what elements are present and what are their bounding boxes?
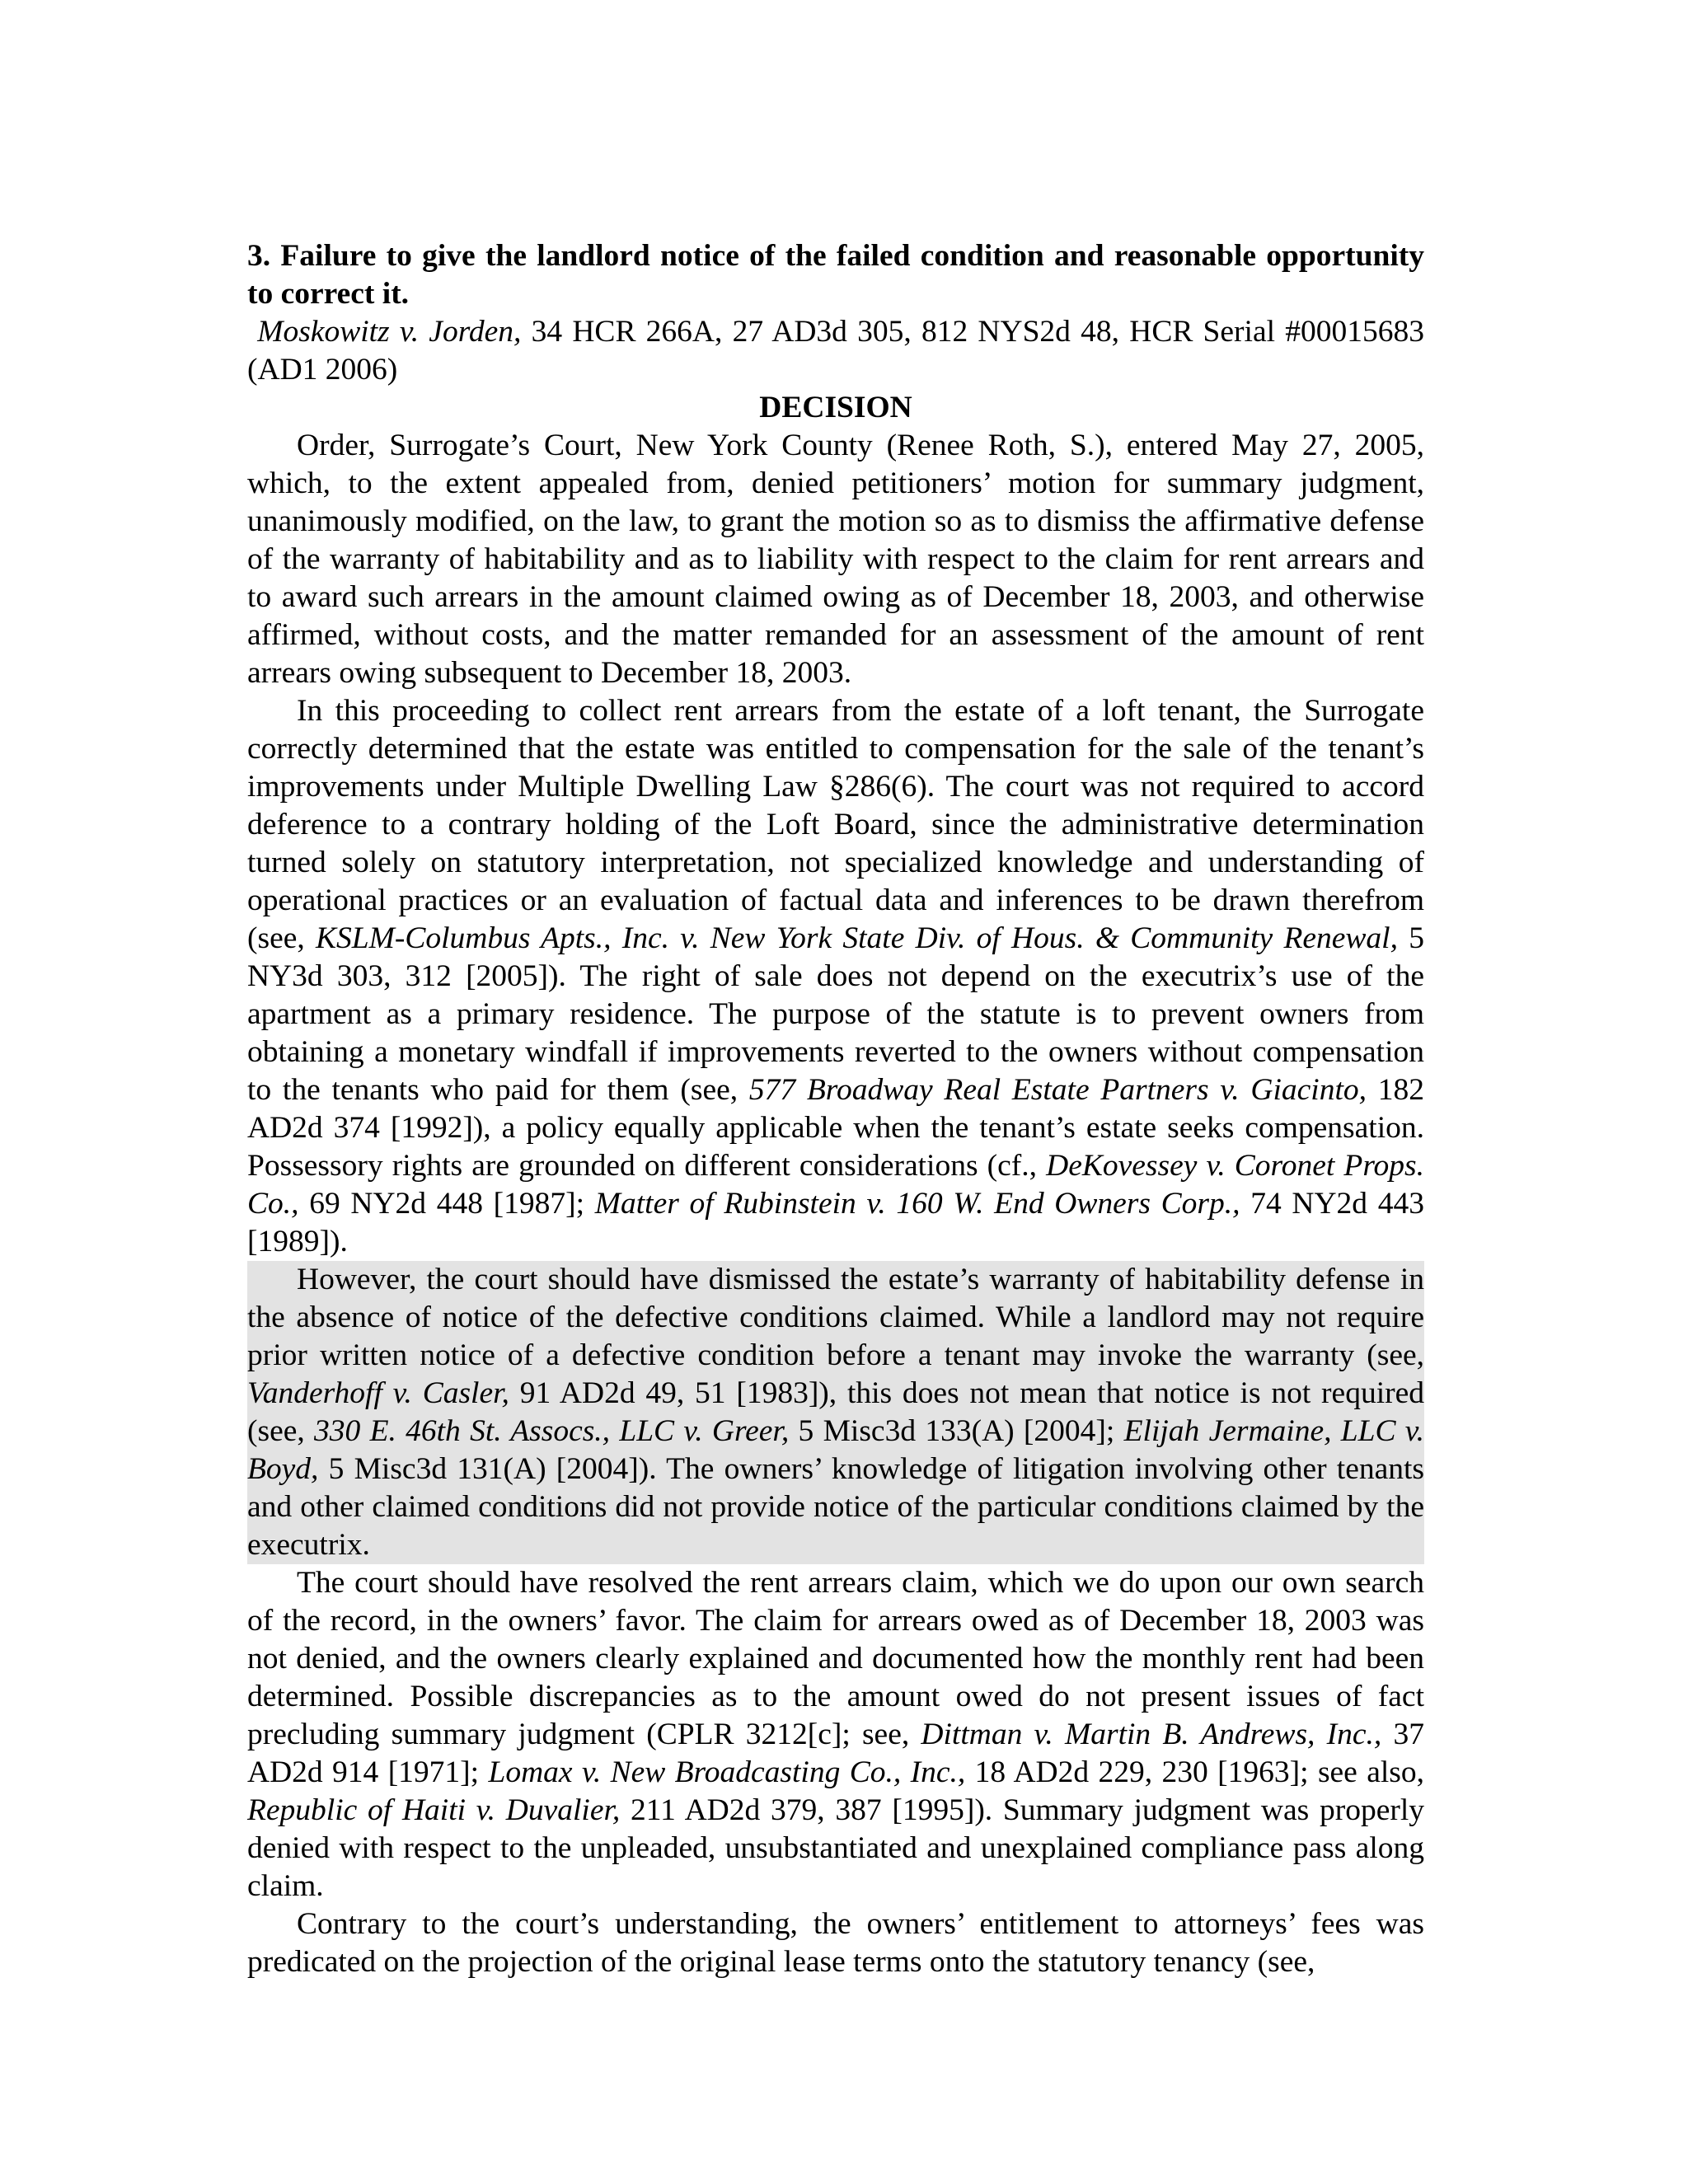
paragraph-2	[247, 692, 1424, 1261]
paragraph-2-text-5: 74 NY2d 443 [1989]).	[247, 1187, 1424, 1258]
paragraph-3-text-3: 5 Misc3d 133(A) [2004];	[789, 1414, 1124, 1448]
case-ref-elijah-jermaine: Elijah Jermaine, LLC v. Boyd,	[247, 1414, 1424, 1486]
paragraph-4-text-4: 211 AD2d 379, 387 [1995]). Summary judgment was properly denied with respect to the unpleaded, unsubstantiated and unexplained compliance pass along claim.	[247, 1793, 1424, 1903]
case-ref-dekovessey: DeKovessey v. Coronet Props. Co.,	[247, 1149, 1424, 1221]
paragraph-2-text-3: 182 AD2d 374 [1992]), a policy equally applicable when the tenant’s estate seeks compensation. Possessory rights are grounded on different considerations (cf.,	[247, 1073, 1424, 1183]
paragraph-3-text-4: 5 Misc3d 131(A) [2004]). The owners’ knowledge of litigation involving other tenants and other claimed conditions did not provide notice of the particular conditions claimed by the executrix.	[247, 1452, 1424, 1562]
paragraph-4	[247, 1564, 1424, 1905]
document-page	[247, 237, 1424, 1981]
citation-details: 34 HCR 266A, 27 AD3d 305, 812 NYS2d 48, HCR Serial #00015683 (AD1 2006)	[247, 315, 1424, 387]
case-name: Moskowitz v. Jorden,	[257, 315, 522, 349]
paragraph-4-text-1: The court should have resolved the rent arrears claim, which we do upon our own search of the record, in the owners’ favor. The claim for arrears owed as of December 18, 2003 was not denied, and the owners clearly explained and documented how the monthly rent had been determined. Possible discrepancies as to the amount owed do not present issues of fact precluding summary judgment (CPLR 3212[c]; see,	[247, 1566, 1424, 1751]
case-ref-330-e-46th: 330 E. 46th St. Assocs., LLC v. Greer,	[314, 1414, 790, 1448]
paragraph-3-highlighted	[247, 1261, 1424, 1564]
case-ref-lomax: Lomax v. New Broadcasting Co., Inc.,	[488, 1755, 966, 1789]
case-ref-577-broadway: 577 Broadway Real Estate Partners v. Giacinto,	[748, 1073, 1367, 1107]
paragraph-2-text-1: In this proceeding to collect rent arrears from the estate of a loft tenant, the Surrogate correctly determined that the estate was entitled to compensation for the sale of the tenant’s improvements under Multiple Dwelling Law §286(6). The court was not required to accord deference to a contrary holding of the Loft Board, since the administrative determination turned solely on statutory interpretation, not specialized knowledge and understanding of operational practices or an evaluation of factual data and inferences to be drawn therefrom (see,	[247, 694, 1424, 955]
paragraph-3-text-2: 91 AD2d 49, 51 [1983]), this does not mean that notice is not required (see,	[247, 1376, 1424, 1448]
case-ref-republic-of-haiti: Republic of Haiti v. Duvalier,	[247, 1793, 621, 1827]
paragraph-1: Order, Surrogate’s Court, New York County (Renee Roth, S.), entered May 27, 2005, which, to the extent appealed from, denied petitioners’ motion for summary judgment, unanimously modified, on the law, to grant the motion so as to dismiss the affirmative defense of the warranty of habitability and as to liability with respect to the claim for rent arrears and to award such arrears in the amount claimed owing as of December 18, 2003, and otherwise affirmed, without costs, and the matter remanded for an assessment of the amount of rent arrears owing subsequent to December 18, 2003.	[247, 429, 1424, 690]
paragraph-3-text-1: However, the court should have dismissed the estate’s warranty of habitability defense in the absence of notice of the defective conditions claimed. While a landlord may not require prior written notice of a defective condition before a tenant may invoke the warranty (see,	[247, 1263, 1424, 1372]
case-ref-kslm: KSLM-Columbus Apts., Inc. v. New York State Div. of Hous. & Community Renewal,	[316, 921, 1398, 955]
paragraph-4-text-3: 18 AD2d 229, 230 [1963]; see also,	[965, 1755, 1424, 1789]
paragraph-2-text-4: 69 NY2d 448 [1987];	[298, 1187, 595, 1221]
paragraph-5: Contrary to the court’s understanding, the owners’ entitlement to attorneys’ fees was predicated on the projection of the original lease terms onto the statutory tenancy (see,	[247, 1907, 1424, 1979]
section-heading: 3. Failure to give the landlord notice of the failed condition and reasonable opportunity to correct it.	[247, 239, 1424, 311]
case-ref-vanderhoff: Vanderhoff v. Casler,	[247, 1376, 509, 1410]
case-ref-dittman: Dittman v. Martin B. Andrews, Inc.,	[921, 1718, 1382, 1751]
case-citation	[247, 313, 1424, 389]
paragraph-2-text-2: 5 NY3d 303, 312 [2005]). The right of sale does not depend on the executrix’s use of the apartment as a primary residence. The purpose of the statute is to prevent owners from obtaining a monetary windfall if improvements reverted to the owners without compensation to the tenants who paid for them (see,	[247, 921, 1424, 1107]
paragraph-4-text-2: 37 AD2d 914 [1971];	[247, 1718, 1424, 1789]
case-ref-rubinstein: Matter of Rubinstein v. 160 W. End Owners Corp.,	[594, 1187, 1240, 1221]
decision-title: DECISION	[759, 391, 912, 424]
